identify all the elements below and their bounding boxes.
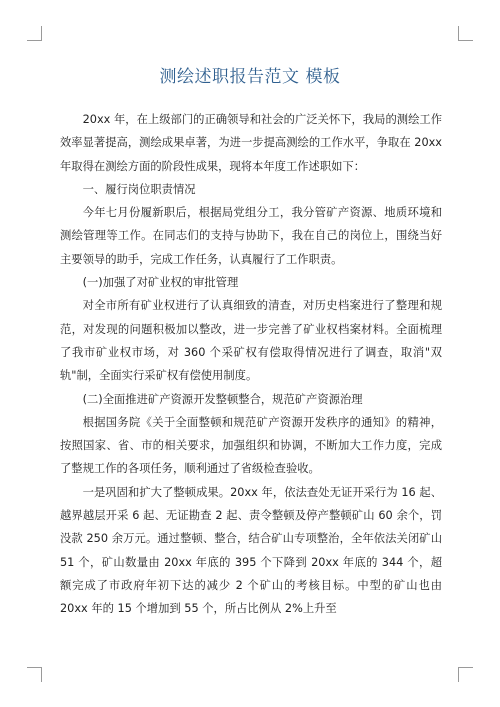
crop-mark-bottom-left [27, 667, 42, 682]
document-body [60, 108, 442, 621]
crop-mark-top-right [458, 26, 473, 41]
document-title: 测绘述职报告范文 模板 [159, 67, 341, 87]
paragraph-duties: 今年七月份履新职后，根据局党组分工，我分管矿产资源、地质环境和测绘管理等工作。在同志们的支持与协助下，我在自己的岗位上，围绕当好主要领导的助手，完成工作任务，认真履行了工作职责。 [60, 206, 442, 266]
paragraph-state-council: 根据国务院《关于全面整顿和规范矿产资源开发秩序的通知》的精神，按照国家、省、市的相关要求，加强组织和协调，不断加大工作力度，完成了整规工作的各项任务，顺利通过了省级检查验收。 [60, 415, 442, 476]
crop-mark-top-left [27, 26, 42, 41]
section-heading-1: 一、履行岗位职责情况 [82, 182, 196, 196]
paragraph-intro: 20xx 年，在上级部门的正确领导和社会的广泛关怀下，我局的测绘工作效率显著提高，测绘成果卓著，为进一步提高测绘的工作水平，争取在 20xx 年取得在测绘方面的阶段性成果，现将本年度工作述职如下： [60, 113, 442, 173]
paragraph-results: 一是巩固和扩大了整顿成果。20xx 年，依法查处无证开采行为 16 起、越界越层开采 6 起、无证勘查 2 起、责令整顿及停产整顿矿山 60 余个，罚没款 250 余万元。通过整顿、整合，结合矿山专项整治，全年依法关闭矿山 51 个，矿山数量由 20xx 年底的 395 个下降到 20xx 年底的 344 个，超额完成了市政府年初下达的减少 2 个矿山的考核目标。中型的矿山也由 20xx 年的 15 个增加到 55 个，所占比例从 2%上升至 [60, 485, 442, 616]
crop-mark-bottom-right [458, 667, 473, 682]
subsection-heading-2: (二)全面推进矿产资源开发整顿整合，规范矿产资源治理 [82, 392, 363, 406]
paragraph-mining-rights: 对全市所有矿业权进行了认真细致的清查，对历史档案进行了整理和规范，对发现的问题积极加以整改，进一步完善了矿业权档案材料。全面梳理了我市矿业权市场，对 360 个采矿权有偿取得情况进行了调查，取消"双轨"制，全面实行采矿权有偿使用制度。 [60, 299, 442, 383]
subsection-heading-1: (一)加强了对矿业权的审批管理 [82, 276, 239, 290]
